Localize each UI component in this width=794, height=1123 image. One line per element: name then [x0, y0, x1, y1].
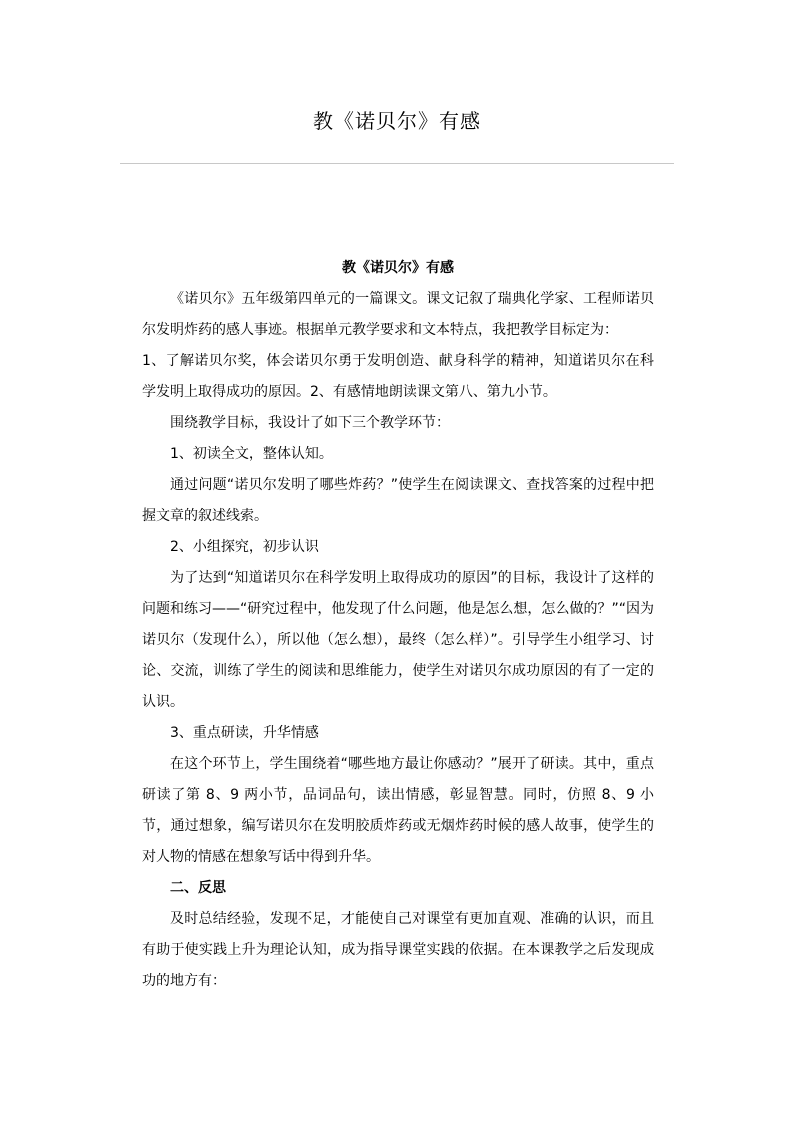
step-3-heading: 3、重点研读，升华情感 — [170, 725, 319, 741]
header-divider — [120, 163, 674, 164]
reflection-heading: 二、反思 — [170, 880, 226, 896]
page-header-title: 教《诺贝尔》有感 — [313, 109, 481, 133]
step-2-paragraph: 为了达到“知道诺贝尔在科学发明上取得成功的原因”的目标，我设计了这样的问题和练习——“研究过程中，他发现了什么问题，他是怎么想，怎么做的？”“因为诺贝尔（发现什么），所以他（怎么想），最终（怎么样）”。引导学生小组学习、讨论、交流，训练了学生的阅读和思维能力，使学生对诺贝尔成功原因的有了一定的认识。 — [142, 570, 654, 710]
step-1-heading: 1、初读全文，整体认知。 — [170, 446, 333, 462]
step-3-paragraph: 在这个环节上，学生围绕着“哪些地方最让你感动？”展开了研读。其中，重点研读了第 8、9 两小节，品词品句，读出情感，彰显智慧。同时，仿照 8、9 小节，通过想象，编写诺贝尔在发明胶质炸药或无烟炸药时候的感人故事，使学生的对人物的情感在想象写话中得到升华。 — [142, 756, 654, 865]
objectives-paragraph: 1、了解诺贝尔奖，体会诺贝尔勇于发明创造、献身科学的精神，知道诺贝尔在科学发明上取得成功的原因。2、有感情地朗读课文第八、第九小节。 — [142, 353, 654, 400]
design-intro-paragraph: 围绕教学目标，我设计了如下三个教学环节： — [170, 415, 450, 431]
reflection-paragraph: 及时总结经验，发现不足，才能使自己对课堂有更加直观、准确的认识，而且有助于使实践上升为理论认知，成为指导课堂实践的依据。在本课教学之后发现成功的地方有： — [142, 911, 654, 989]
intro-paragraph: 《诺贝尔》五年级第四单元的一篇课文。课文记叙了瑞典化学家、工程师诺贝尔发明炸药的感人事迹。根据单元教学要求和文本特点，我把教学目标定为： — [142, 291, 654, 338]
document-body — [142, 252, 654, 997]
document-subtitle: 教《诺贝尔》有感 — [342, 260, 454, 276]
step-2-heading: 2、小组探究，初步认识 — [170, 539, 319, 555]
step-1-paragraph: 通过问题“诺贝尔发明了哪些炸药？”使学生在阅读课文、查找答案的过程中把握文章的叙述线索。 — [142, 477, 654, 524]
